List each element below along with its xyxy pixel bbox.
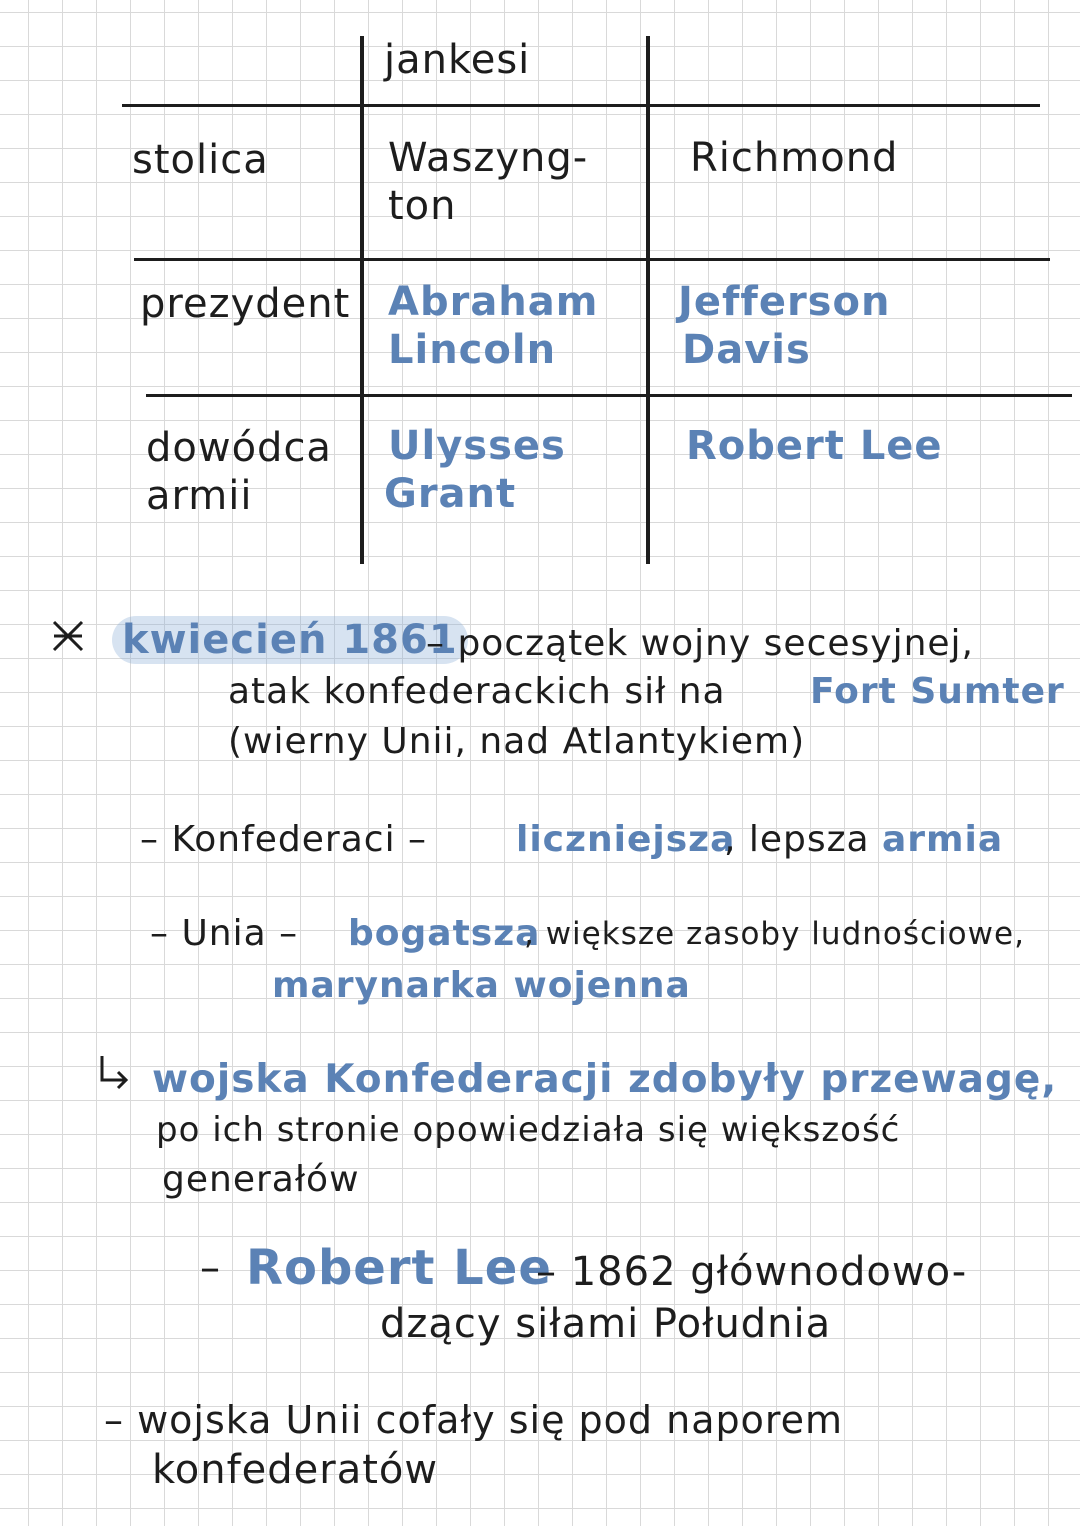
confederates-prefix: – Konfederaci – [140,819,428,860]
commander-north-line1: Ulysses [388,423,566,469]
confederates-army: armia [882,819,1004,860]
table-vline-1 [360,36,364,564]
row-label-capital: stolica [132,137,269,183]
capital-north-line2: ton [388,183,457,229]
date-highlight: kwiecień 1861 [112,616,468,664]
row-label-commander-line1: dowódca [146,425,332,471]
table-vline-2 [646,36,650,564]
lee-dash: – [200,1245,221,1291]
president-south-line2: Davis [682,327,811,373]
commander-north-line2: Grant [384,471,517,517]
note1-line1-rest: – początek wojny secesyjnej, [426,623,974,664]
lee-name: Robert Lee [246,1240,552,1296]
union-prefix: – Unia – [150,913,299,954]
table-hline-2 [134,258,1050,261]
union-mid: , większe zasoby ludnościowe, [524,916,1025,952]
note1-line3: (wierny Unii, nad Atlantykiem) [228,721,806,762]
confederates-mid: , lepsza [724,819,870,860]
arrow-down-right-icon [96,1054,132,1094]
note1-line2-prefix: atak konfederackich sił na [228,671,726,712]
confederates-larger: liczniejsza [516,819,736,860]
president-north-line1: Abraham [388,279,599,325]
union-retreat-line2: konfederatów [152,1447,439,1493]
star-bullet-icon [50,618,86,658]
lee-line1-rest: – 1862 głównodowo- [536,1249,968,1295]
advantage-line3: generałów [162,1159,360,1200]
commander-south: Robert Lee [686,423,943,469]
table-hline-1 [122,104,1040,107]
table-hline-3 [146,394,1072,397]
president-south-line1: Jefferson [678,279,891,325]
president-north-line2: Lincoln [388,327,557,373]
capital-north-line1: Waszyng- [388,135,589,181]
advantage-line2: po ich stronie opowiedziała się większość [156,1110,901,1150]
row-label-president: prezydent [140,281,351,327]
advantage-line1: wojska Konfederacji zdobyły przewagę, [152,1057,1058,1102]
column-header-north: jankesi [384,37,531,83]
row-label-commander-line2: armii [146,473,253,519]
union-richer: bogatsza [348,913,541,954]
lee-line2: dzący siłami Południa [380,1301,832,1347]
union-retreat-line1: – wojska Unii cofały się pod naporem [104,1398,844,1442]
union-navy: marynarka wojenna [272,965,691,1006]
capital-south: Richmond [690,135,899,181]
note1-fort-sumter: Fort Sumter [810,671,1065,712]
